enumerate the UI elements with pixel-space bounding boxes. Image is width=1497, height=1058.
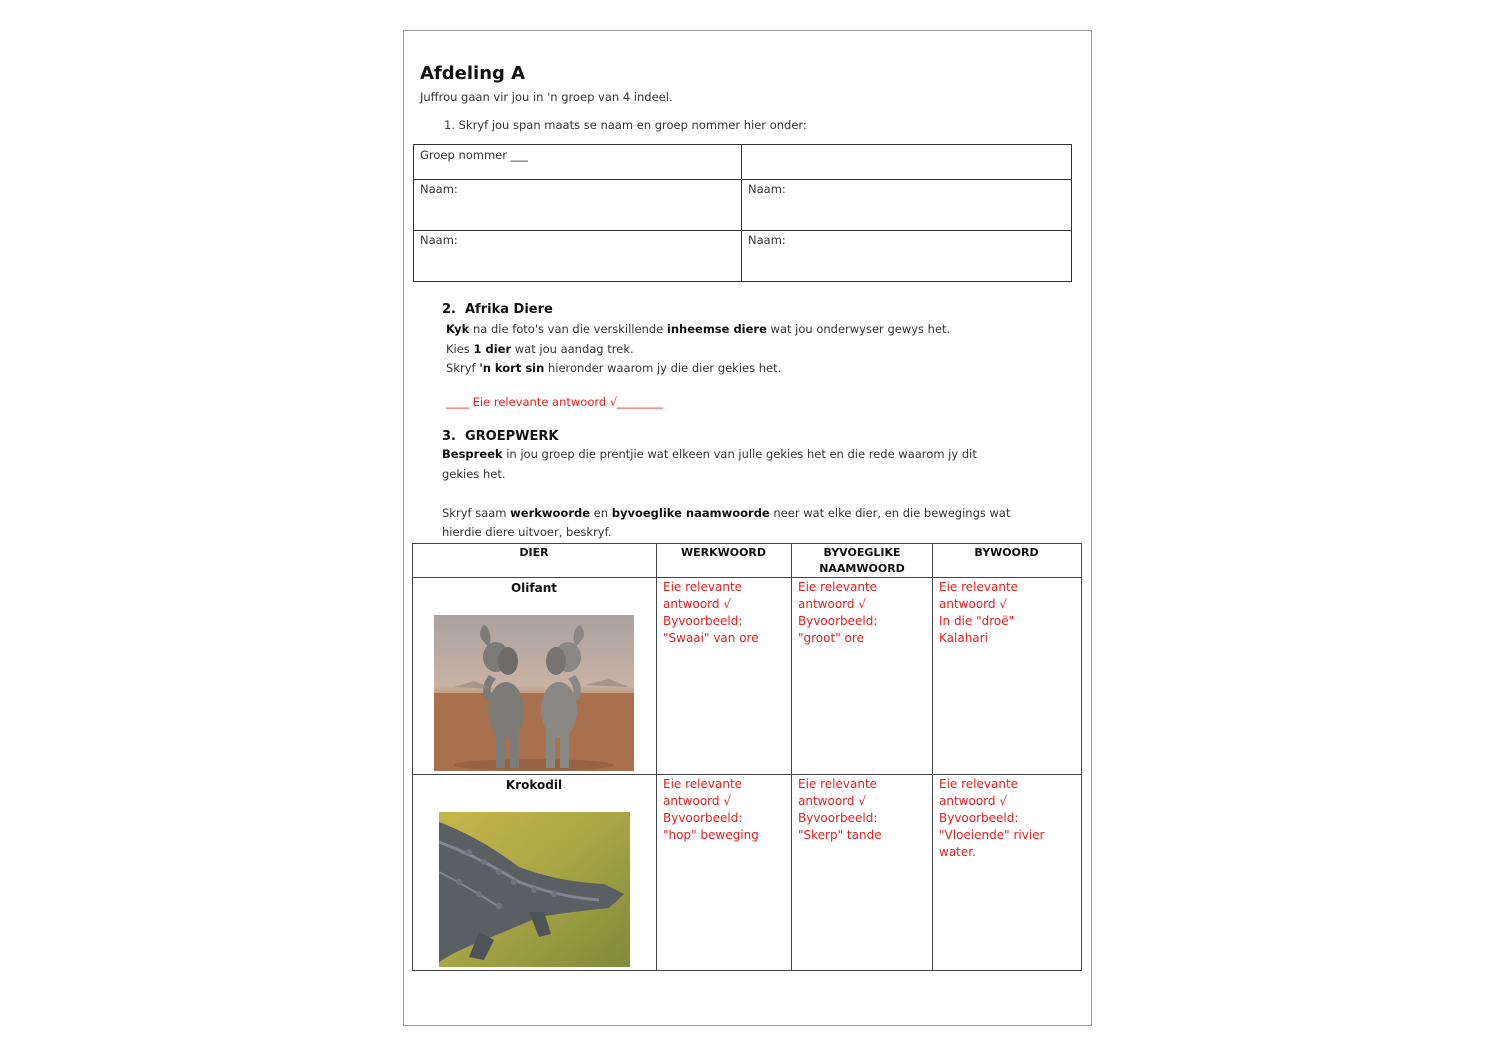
question-3-para-2-line-2: hierdie diere uitvoer, beskryf. — [442, 525, 612, 539]
question-3-para-2-line-1: Skryf saam werkwoorde en byvoeglike naamwoorde neer wat elke dier, en die bewegings wat — [442, 506, 1011, 520]
question-3-heading: GROEPWERK — [465, 429, 559, 444]
header-bywoord: BYWOORD — [974, 546, 1039, 559]
header-byvoeglike-naamwoord: BYVOEGLIKE NAAMWOORD — [819, 546, 905, 575]
question-2-heading: Afrika Diere — [465, 302, 553, 317]
section-intro: Juffrou gaan vir jou in 'n groep van 4 indeel. — [420, 90, 673, 104]
animal-name: Olifant — [510, 581, 558, 595]
question-2-line-2: Kies 1 dier wat jou aandag trek. — [446, 342, 634, 356]
elephant-photo-icon — [434, 615, 634, 771]
group-table — [413, 144, 1072, 282]
section-title: Afdeling A — [420, 63, 526, 84]
bywoord-answer: Eie relevante antwoord √ Byvoorbeeld: "Vloeiende" rivier water. — [939, 777, 1045, 859]
question-2-line-1: Kyk na die foto's van die verskillende inheemse diere wat jou onderwyser gewys het. — [446, 322, 951, 336]
header-werkwoord: WERKWOORD — [680, 546, 767, 559]
question-1-text: 1. Skryf jou span maats se naam en groep nommer hier onder: — [444, 118, 807, 132]
bywoord-answer: Eie relevante antwoord √ In die "droë" Kalahari — [939, 580, 1019, 645]
question-2-number: 2. — [442, 302, 456, 317]
question-2-answer: ____ Eie relevante antwoord √________ — [446, 395, 664, 409]
question-3-number: 3. — [442, 429, 456, 444]
question-3-para-1-line-1: Bespreek in jou groep die prentjie wat elkeen van julle gekies het en die rede waarom jy dit — [442, 447, 977, 461]
header-dier: DIER — [519, 546, 549, 559]
question-2-line-3: Skryf 'n kort sin hieronder waarom jy die dier gekies het. — [446, 361, 782, 375]
byvoeglik-answer: Eie relevante antwoord √ Byvoorbeeld: "Skerp" tande — [798, 777, 882, 842]
question-3-para-1-line-2: gekies het. — [442, 467, 506, 481]
crocodile-photo-icon — [439, 812, 630, 967]
name-field-2[interactable]: Naam: — [748, 182, 786, 196]
name-field-3[interactable]: Naam: — [420, 233, 458, 247]
byvoeglik-answer: Eie relevante antwoord √ Byvoorbeeld: "groot" ore — [798, 580, 878, 645]
group-number-field[interactable]: Groep nommer ___ — [420, 148, 528, 162]
werkwoord-answer: Eie relevante antwoord √ Byvoorbeeld: "hop" beweging — [663, 777, 759, 842]
worksheet-page — [403, 30, 1092, 1026]
animal-name: Krokodil — [505, 778, 563, 792]
animal-table — [412, 543, 1082, 971]
name-field-1[interactable]: Naam: — [420, 182, 458, 196]
werkwoord-answer: Eie relevante antwoord √ Byvoorbeeld: "Swaai" van ore — [663, 580, 759, 645]
name-field-4[interactable]: Naam: — [748, 233, 786, 247]
